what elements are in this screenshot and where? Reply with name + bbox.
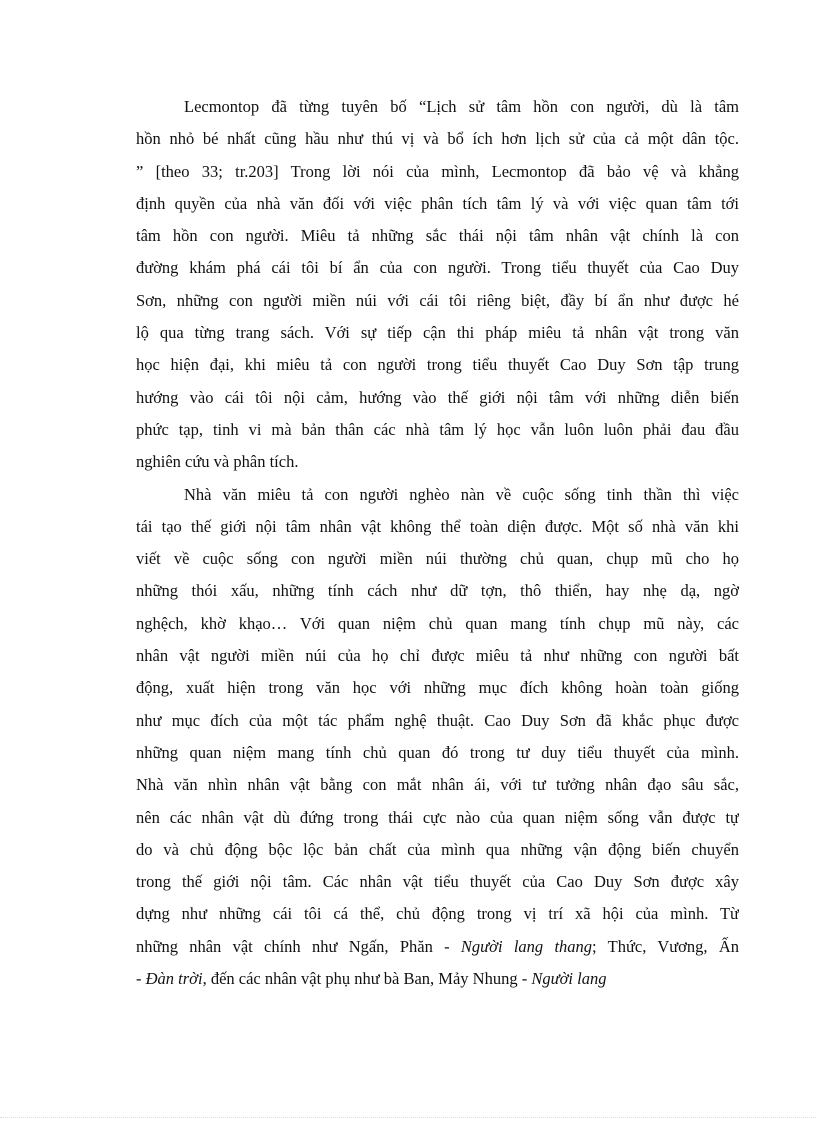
text-line: tái tạo thế giới nội tâm nhân vật không thể toàn diện được. Một số nhà văn khi <box>136 516 739 536</box>
text-segment: ; Thức, Vương, Ấn <box>592 936 739 956</box>
text-line <box>136 931 739 963</box>
paragraph-2 <box>136 479 739 996</box>
document-body <box>136 91 739 995</box>
page-bottom-divider <box>0 1117 816 1118</box>
text-line: Lecmontop đã từng tuyên bố “Lịch sử tâm hồn con người, dù là tâm <box>184 97 739 116</box>
text-line: như mục đích của một tác phẩm nghệ thuật. Cao Duy Sơn đã khắc phục được <box>136 710 739 730</box>
text-segment: những nhân vật chính như Ngấn, Phăn - <box>136 936 461 956</box>
text-line: viết về cuộc sống con người miền núi thường chủ quan, chụp mũ cho họ <box>136 549 739 569</box>
text-segment: - <box>136 969 146 989</box>
text-line: nên các nhân vật dù đứng trong thái cực nào của quan niệm sống vẫn được tự <box>136 807 739 827</box>
text-line: nhân vật người miền núi của họ chỉ được miêu tả như những con người bất <box>136 646 739 666</box>
text-line: tâm hồn con người. Miêu tả những sắc thái nội tâm nhân vật chính là con <box>136 226 739 246</box>
text-segment: , đến các nhân vật phụ như bà Ban, Mảy Nhung - <box>202 969 532 989</box>
book-title: Đàn trời <box>145 969 203 989</box>
text-line: dựng như những cái tôi cá thể, chủ động trong vị trí xã hội của mình. Từ <box>136 904 739 924</box>
text-line: những quan niệm mang tính chủ quan đó trong tư duy tiểu thuyết của mình. <box>136 742 739 762</box>
text-line: Nhà văn miêu tả con người nghèo nàn về cuộc sống tinh thần thì việc <box>184 484 739 504</box>
book-title: Người lang <box>531 969 607 989</box>
paragraph-1 <box>136 91 739 479</box>
text-line: động, xuất hiện trong văn học với những mục đích không hoàn toàn giống <box>136 678 739 698</box>
text-line: những thói xấu, những tính cách như dữ tợn, thô thiển, hay nhẹ dạ, ngờ <box>136 581 739 601</box>
text-line: lộ qua từng trang sách. Với sự tiếp cận thi pháp miêu tả nhân vật trong văn <box>136 323 739 343</box>
text-line: hồn nhỏ bé nhất cũng hầu như thú vị và bổ ích hơn lịch sử của cả một dân tộc. <box>136 129 739 149</box>
text-line <box>136 963 739 995</box>
text-line: phức tạp, tinh vi mà bản thân các nhà tâm lý học vẫn luôn luôn phải đau đầu <box>136 419 739 439</box>
book-title: Người lang thang <box>460 936 593 956</box>
text-line: học hiện đại, khi miêu tả con người trong tiểu thuyết Cao Duy Sơn tập trung <box>136 355 739 375</box>
text-line: Nhà văn nhìn nhân vật bằng con mắt nhân ái, với tư tưởng nhân đạo sâu sắc, <box>136 775 739 795</box>
text-line: nghệch, khờ khạo… Với quan niệm chủ quan mang tính chụp mũ này, các <box>136 613 739 633</box>
text-line: hướng vào cái tôi nội cảm, hướng vào thế giới nội tâm với những diễn biến <box>136 387 739 407</box>
text-line: trong thế giới nội tâm. Các nhân vật tiểu thuyết của Cao Duy Sơn được xây <box>136 872 739 892</box>
text-line: nghiên cứu và phân tích. <box>136 452 299 472</box>
text-line: đường khám phá cái tôi bí ẩn của con người. Trong tiểu thuyết của Cao Duy <box>136 258 739 278</box>
text-line: định quyền của nhà văn đối với việc phân tích tâm lý và với việc quan tâm tới <box>136 193 739 213</box>
text-line: Sơn, những con người miền núi với cái tôi riêng biệt, đầy bí ẩn như được hé <box>136 290 739 310</box>
text-line: do và chủ động bộc lộc bản chất của mình qua những vận động biến chuyển <box>136 839 739 859</box>
text-line: ” [theo 33; tr.203] Trong lời nói của mình, Lecmontop đã bảo vệ và khẳng <box>136 161 739 181</box>
